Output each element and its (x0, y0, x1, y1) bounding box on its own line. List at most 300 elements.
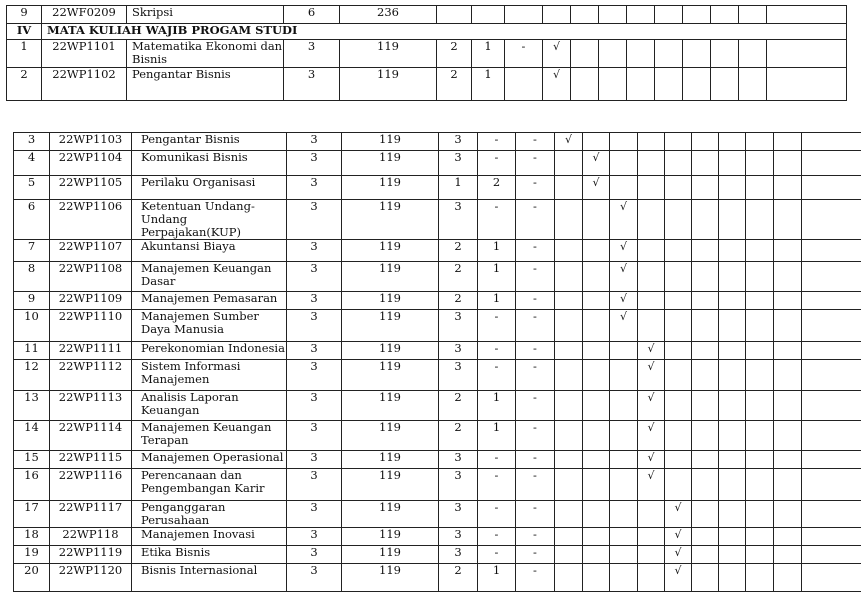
theory-value: 3 (439, 151, 478, 176)
practice-value: 1 (472, 68, 505, 101)
row-number: 9 (14, 292, 50, 310)
semester-8-cell (746, 240, 774, 262)
semester-1-cell: √ (555, 133, 583, 151)
prereq-value: - (516, 528, 555, 546)
semester-6-cell (683, 6, 711, 24)
quota-value: 119 (342, 391, 439, 421)
semester-5-cell (665, 200, 692, 240)
row-number: 4 (14, 151, 50, 176)
semester-6-cell (683, 68, 711, 101)
semester-9-cell (774, 421, 802, 451)
semester-6-cell (683, 40, 711, 68)
semester-5-cell (665, 342, 692, 360)
course-code: 22WP1117 (50, 501, 132, 528)
semester-4-cell (638, 262, 665, 292)
semester-6-cell (692, 564, 719, 592)
row-number: 20 (14, 564, 50, 592)
quota-value: 119 (342, 342, 439, 360)
course-code: 22WP1116 (50, 469, 132, 501)
table-row (14, 360, 861, 391)
semester-7-cell (719, 151, 746, 176)
table-row (14, 151, 861, 176)
semester-2-cell (571, 6, 599, 24)
semester-2-cell (583, 469, 610, 501)
practice-value: 1 (478, 564, 516, 592)
practice-value: 1 (478, 421, 516, 451)
course-name: Etika Bisnis (132, 546, 287, 564)
semester-2-cell (583, 262, 610, 292)
course-code: 22WP1101 (42, 40, 127, 68)
quota-value: 119 (342, 421, 439, 451)
theory-value: 2 (439, 564, 478, 592)
course-name: Pengantar Bisnis (127, 68, 284, 101)
table-row (14, 133, 861, 151)
semester-6-cell (692, 546, 719, 564)
prereq-value: - (516, 360, 555, 391)
prereq-value: - (516, 151, 555, 176)
practice-value: 1 (472, 40, 505, 68)
semester-8-cell (746, 151, 774, 176)
semester-8-cell (746, 451, 774, 469)
semester-1-cell (555, 262, 583, 292)
prereq-value: - (516, 342, 555, 360)
notes-cell (802, 451, 861, 469)
quota-value: 119 (342, 292, 439, 310)
semester-1-cell (555, 200, 583, 240)
notes-cell (802, 528, 861, 546)
course-name: Komunikasi Bisnis (132, 151, 287, 176)
credit-value: 3 (287, 310, 342, 342)
section-row (7, 24, 847, 40)
course-name: Perilaku Organisasi (132, 176, 287, 200)
theory-value: 2 (439, 421, 478, 451)
semester-1-cell: √ (543, 40, 571, 68)
semester-8-cell (746, 528, 774, 546)
semester-2-cell (583, 200, 610, 240)
course-code: 22WP1112 (50, 360, 132, 391)
credit-value: 3 (287, 391, 342, 421)
practice-value: - (478, 451, 516, 469)
practice-value (472, 6, 505, 24)
semester-1-cell (555, 342, 583, 360)
row-number: 1 (7, 40, 42, 68)
credit-value: 3 (287, 133, 342, 151)
semester-4-cell (638, 310, 665, 342)
semester-2-cell (583, 240, 610, 262)
section-number: IV (7, 24, 42, 40)
semester-8-cell (746, 200, 774, 240)
table-row (14, 176, 861, 200)
credit-value: 3 (287, 292, 342, 310)
prereq-value: - (516, 469, 555, 501)
row-number: 5 (14, 176, 50, 200)
prereq-value: - (516, 451, 555, 469)
semester-9-cell (774, 151, 802, 176)
semester-7-cell (719, 133, 746, 151)
theory-value: 3 (439, 200, 478, 240)
semester-1-cell (555, 240, 583, 262)
semester-1-cell (555, 421, 583, 451)
semester-4-cell (627, 6, 655, 24)
semester-8-cell (746, 360, 774, 391)
quota-value: 119 (342, 151, 439, 176)
semester-6-cell (692, 310, 719, 342)
course-code: 22WP1106 (50, 200, 132, 240)
practice-value: - (478, 151, 516, 176)
notes-cell (767, 40, 847, 68)
course-name: Matematika Ekonomi dan Bisnis (127, 40, 284, 68)
semester-7-cell (719, 564, 746, 592)
semester-1-cell: √ (543, 68, 571, 101)
semester-7-cell (719, 528, 746, 546)
semester-4-cell (638, 151, 665, 176)
semester-9-cell (774, 262, 802, 292)
semester-9-cell (774, 501, 802, 528)
semester-9-cell (774, 469, 802, 501)
practice-value: 1 (478, 391, 516, 421)
semester-7-cell (719, 501, 746, 528)
practice-value: 1 (478, 240, 516, 262)
semester-8-cell (746, 564, 774, 592)
prereq-value: - (516, 262, 555, 292)
semester-6-cell (692, 200, 719, 240)
section-title: MATA KULIAH WAJIB PROGAM STUDI (42, 24, 847, 40)
semester-4-cell (627, 68, 655, 101)
table-row (14, 391, 861, 421)
credit-value: 3 (287, 176, 342, 200)
semester-4-cell: √ (638, 360, 665, 391)
notes-cell (802, 176, 861, 200)
semester-2-cell (583, 421, 610, 451)
course-code: 22WF0209 (42, 6, 127, 24)
semester-8-cell (746, 469, 774, 501)
semester-6-cell (692, 133, 719, 151)
practice-value: - (478, 360, 516, 391)
course-name: Manajemen Pemasaran (132, 292, 287, 310)
theory-value: 1 (439, 176, 478, 200)
semester-3-cell (610, 176, 638, 200)
semester-5-cell (655, 68, 683, 101)
credit-value: 3 (287, 469, 342, 501)
course-code: 22WP118 (50, 528, 132, 546)
row-number: 18 (14, 528, 50, 546)
semester-9-cell (774, 564, 802, 592)
credit-value: 3 (287, 240, 342, 262)
semester-1-cell (555, 564, 583, 592)
semester-3-cell (610, 451, 638, 469)
course-name: Perekonomian Indonesia (132, 342, 287, 360)
semester-8-cell (746, 546, 774, 564)
semester-3-cell (610, 342, 638, 360)
semester-5-cell (665, 151, 692, 176)
credit-value: 3 (284, 40, 340, 68)
semester-6-cell (692, 469, 719, 501)
prereq-value: - (516, 564, 555, 592)
prereq-value (505, 68, 543, 101)
table-row (14, 421, 861, 451)
semester-5-cell (665, 262, 692, 292)
course-code: 22WP1120 (50, 564, 132, 592)
theory-value: 2 (439, 292, 478, 310)
table-row (14, 200, 861, 240)
course-name: Perencanaan dan Pengembangan Karir (132, 469, 287, 501)
table-row (14, 342, 861, 360)
course-name: Akuntansi Biaya (132, 240, 287, 262)
course-name: Skripsi (127, 6, 284, 24)
course-code: 22WP1107 (50, 240, 132, 262)
semester-5-cell (655, 6, 683, 24)
semester-1-cell (543, 6, 571, 24)
semester-6-cell (692, 528, 719, 546)
credit-value: 3 (287, 451, 342, 469)
semester-7-cell (719, 200, 746, 240)
notes-cell (802, 501, 861, 528)
prereq-value: - (516, 200, 555, 240)
course-code: 22WP1115 (50, 451, 132, 469)
semester-6-cell (692, 262, 719, 292)
theory-value: 3 (439, 528, 478, 546)
prereq-value: - (516, 133, 555, 151)
prereq-value: - (516, 310, 555, 342)
semester-9-cell (774, 200, 802, 240)
course-name: Manajemen Operasional (132, 451, 287, 469)
semester-5-cell: √ (665, 501, 692, 528)
semester-9-cell (774, 451, 802, 469)
notes-cell (802, 133, 861, 151)
semester-5-cell: √ (665, 564, 692, 592)
theory-value: 3 (439, 451, 478, 469)
quota-value: 119 (342, 451, 439, 469)
notes-cell (802, 240, 861, 262)
semester-1-cell (555, 391, 583, 421)
semester-3-cell: √ (610, 200, 638, 240)
prereq-value: - (516, 421, 555, 451)
notes-cell (802, 262, 861, 292)
quota-value: 119 (342, 262, 439, 292)
semester-3-cell (610, 391, 638, 421)
semester-3-cell (599, 6, 627, 24)
notes-cell (802, 310, 861, 342)
credit-value: 3 (287, 151, 342, 176)
quota-value: 119 (342, 528, 439, 546)
semester-4-cell (638, 546, 665, 564)
credit-value: 3 (287, 564, 342, 592)
semester-7-cell (719, 469, 746, 501)
semester-5-cell (655, 40, 683, 68)
semester-5-cell (665, 421, 692, 451)
course-name: Pengantar Bisnis (132, 133, 287, 151)
semester-8-cell (739, 40, 767, 68)
semester-1-cell (555, 451, 583, 469)
theory-value: 3 (439, 360, 478, 391)
semester-4-cell: √ (638, 469, 665, 501)
prereq-value: - (516, 240, 555, 262)
semester-4-cell: √ (638, 451, 665, 469)
course-name: Sistem Informasi Manajemen (132, 360, 287, 391)
practice-value: - (478, 342, 516, 360)
semester-5-cell (665, 240, 692, 262)
semester-2-cell (583, 342, 610, 360)
notes-cell (802, 421, 861, 451)
course-code: 22WP1105 (50, 176, 132, 200)
table-row (7, 68, 847, 101)
semester-3-cell: √ (610, 292, 638, 310)
credit-value: 3 (287, 421, 342, 451)
row-number: 12 (14, 360, 50, 391)
semester-2-cell (583, 360, 610, 391)
semester-6-cell (692, 360, 719, 391)
curriculum-table-top (6, 5, 847, 101)
semester-3-cell (610, 528, 638, 546)
semester-8-cell (739, 6, 767, 24)
row-number: 15 (14, 451, 50, 469)
semester-2-cell (583, 391, 610, 421)
semester-8-cell (746, 421, 774, 451)
quota-value: 119 (342, 310, 439, 342)
semester-5-cell (665, 391, 692, 421)
course-code: 22WP1104 (50, 151, 132, 176)
semester-6-cell (692, 176, 719, 200)
practice-value: - (478, 469, 516, 501)
semester-3-cell: √ (610, 310, 638, 342)
course-name: Manajemen Keuangan Terapan (132, 421, 287, 451)
course-name: Ketentuan Undang-Undang Perpajakan(KUP) (132, 200, 287, 240)
semester-3-cell (599, 40, 627, 68)
semester-2-cell (583, 501, 610, 528)
practice-value: - (478, 501, 516, 528)
semester-5-cell (665, 176, 692, 200)
semester-1-cell (555, 151, 583, 176)
semester-8-cell (746, 292, 774, 310)
credit-value: 3 (287, 200, 342, 240)
semester-3-cell (610, 133, 638, 151)
table-row (14, 262, 861, 292)
semester-6-cell (692, 240, 719, 262)
semester-1-cell (555, 501, 583, 528)
semester-3-cell: √ (610, 240, 638, 262)
semester-5-cell (665, 469, 692, 501)
semester-5-cell: √ (665, 528, 692, 546)
theory-value: 2 (437, 68, 472, 101)
semester-5-cell (665, 360, 692, 391)
quota-value: 119 (342, 501, 439, 528)
table-row (14, 564, 861, 592)
semester-6-cell (692, 292, 719, 310)
practice-value: 2 (478, 176, 516, 200)
semester-7-cell (719, 546, 746, 564)
semester-8-cell (746, 342, 774, 360)
theory-value: 3 (439, 469, 478, 501)
semester-2-cell (571, 68, 599, 101)
semester-4-cell (638, 133, 665, 151)
semester-3-cell (610, 469, 638, 501)
notes-cell (802, 200, 861, 240)
semester-3-cell: √ (610, 262, 638, 292)
semester-1-cell (555, 469, 583, 501)
semester-2-cell (583, 310, 610, 342)
semester-8-cell (746, 262, 774, 292)
credit-value: 3 (287, 342, 342, 360)
semester-7-cell (719, 240, 746, 262)
row-number: 9 (7, 6, 42, 24)
semester-8-cell (746, 391, 774, 421)
semester-2-cell (583, 528, 610, 546)
row-number: 19 (14, 546, 50, 564)
semester-5-cell (665, 451, 692, 469)
practice-value: 1 (478, 292, 516, 310)
semester-9-cell (774, 546, 802, 564)
course-name: Penganggaran Perusahaan (132, 501, 287, 528)
row-number: 3 (14, 133, 50, 151)
theory-value: 3 (439, 342, 478, 360)
semester-7-cell (719, 262, 746, 292)
semester-4-cell: √ (638, 391, 665, 421)
semester-7-cell (711, 6, 739, 24)
semester-7-cell (719, 360, 746, 391)
semester-8-cell (746, 176, 774, 200)
notes-cell (802, 546, 861, 564)
semester-9-cell (774, 176, 802, 200)
theory-value: 2 (439, 240, 478, 262)
notes-cell (767, 68, 847, 101)
course-name: Manajemen Keuangan Dasar (132, 262, 287, 292)
row-number: 6 (14, 200, 50, 240)
semester-9-cell (774, 391, 802, 421)
theory-value: 3 (439, 310, 478, 342)
prereq-value (505, 6, 543, 24)
quota-value: 119 (342, 200, 439, 240)
notes-cell (802, 151, 861, 176)
course-code: 22WP1113 (50, 391, 132, 421)
semester-3-cell (610, 546, 638, 564)
semester-9-cell (774, 133, 802, 151)
semester-1-cell (555, 310, 583, 342)
course-name: Manajemen Inovasi (132, 528, 287, 546)
course-code: 22WP1110 (50, 310, 132, 342)
notes-cell (802, 342, 861, 360)
credit-value: 6 (284, 6, 340, 24)
semester-4-cell (638, 240, 665, 262)
semester-2-cell (571, 40, 599, 68)
semester-7-cell (719, 391, 746, 421)
semester-5-cell (665, 133, 692, 151)
row-number: 2 (7, 68, 42, 101)
semester-2-cell (583, 546, 610, 564)
notes-cell (802, 469, 861, 501)
course-code: 22WP1102 (42, 68, 127, 101)
semester-7-cell (719, 421, 746, 451)
row-number: 14 (14, 421, 50, 451)
table-row (14, 528, 861, 546)
course-name: Manajemen Sumber Daya Manusia (132, 310, 287, 342)
quota-value: 119 (342, 176, 439, 200)
practice-value: - (478, 133, 516, 151)
row-number: 13 (14, 391, 50, 421)
prereq-value: - (516, 501, 555, 528)
semester-6-cell (692, 151, 719, 176)
semester-4-cell (627, 40, 655, 68)
semester-7-cell (711, 40, 739, 68)
semester-7-cell (711, 68, 739, 101)
prereq-value: - (516, 391, 555, 421)
semester-4-cell (638, 528, 665, 546)
table-row (14, 469, 861, 501)
theory-value: 3 (439, 501, 478, 528)
semester-9-cell (774, 292, 802, 310)
quota-value: 119 (342, 564, 439, 592)
semester-1-cell (555, 176, 583, 200)
credit-value: 3 (287, 546, 342, 564)
